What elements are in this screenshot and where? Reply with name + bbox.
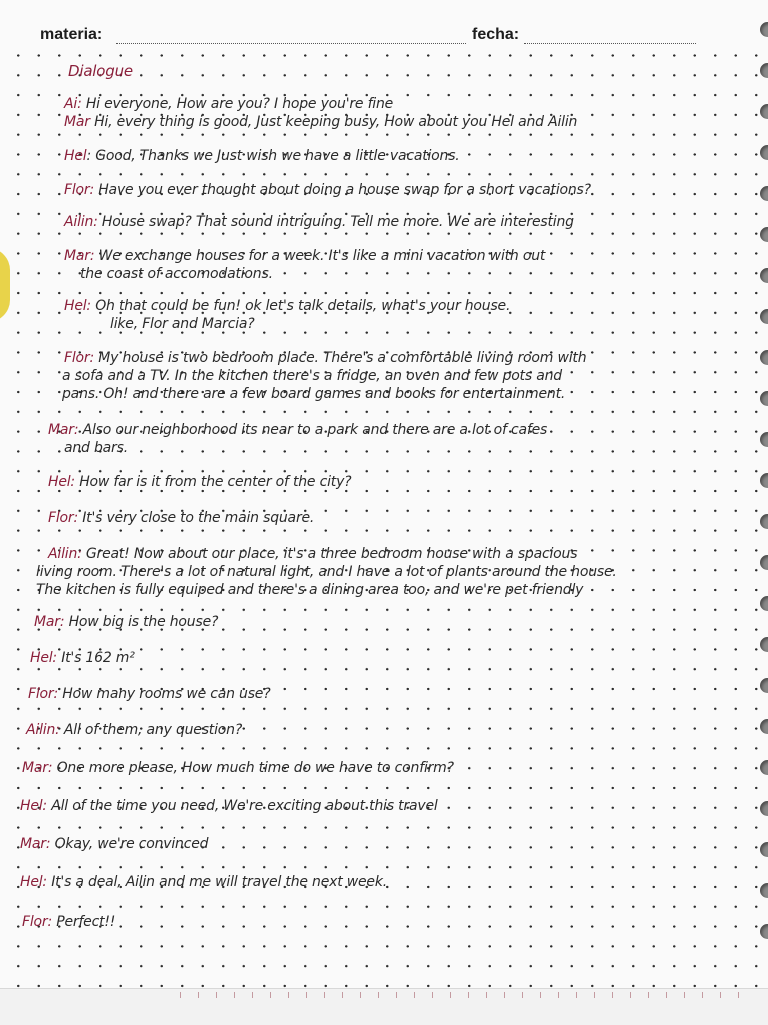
line-text: Okay, we're convinced (50, 836, 209, 852)
dialogue-line (64, 96, 393, 112)
line-text: Great! Now about our place, it's a three bedroom house with a spacious (81, 546, 578, 562)
binding-ring (760, 104, 768, 119)
speaker-tag: Flor: (48, 510, 78, 526)
speaker-tag: Flor: (64, 350, 94, 366)
line-text: the coast of accomodations. (80, 266, 273, 282)
binding-ring (760, 186, 768, 201)
binding-ring (760, 22, 768, 37)
line-text: a sofa and a TV. In the kitchen there's a fridge, an oven and few pots and (62, 368, 562, 384)
speaker-tag: Mar (64, 114, 90, 130)
line-text: One more please, How much time do we have to confirm? (52, 760, 454, 776)
dialogue-line (22, 914, 115, 930)
binding-ring (760, 391, 768, 406)
speaker-tag: Ailin: (64, 214, 98, 230)
binding-ring (760, 63, 768, 78)
binding-ring (760, 350, 768, 365)
speaker-tag: Ailin: (48, 546, 82, 562)
speaker-tag: Mar: (34, 614, 65, 630)
dialogue-line (34, 614, 218, 630)
binding-ring (760, 473, 768, 488)
line-text: How big is the house? (64, 614, 219, 630)
speaker-tag: Ai: (64, 96, 82, 112)
binding-ring (760, 883, 768, 898)
line-text: pans. Oh! and there are a few board games and books for entertainment. (62, 386, 566, 402)
speaker-tag: Hel: (20, 874, 47, 890)
line-text: We exchange houses for a week. It's like a mini vacation with out (94, 248, 546, 264)
line-text: living room. There's a lot of natural light, and I have a lot of plants around the house. (36, 564, 617, 580)
binding-ring (760, 145, 768, 160)
page-header (0, 0, 768, 52)
dialogue-line (62, 386, 565, 402)
binding-ring (760, 842, 768, 857)
speaker-tag: Mar: (20, 836, 51, 852)
dialogue-line (22, 760, 454, 776)
speaker-tag: Hel (64, 148, 87, 164)
speaker-tag: Hel: (20, 798, 47, 814)
line-text: : Good, Thanks we Just wish we have a little vacations. (86, 148, 460, 164)
binding-ring (760, 309, 768, 324)
line-text: It's 162 m² (56, 650, 135, 666)
speaker-tag: Mar: (64, 248, 95, 264)
dialogue-line (30, 650, 135, 666)
dialogue-line (64, 182, 591, 198)
speaker-tag: Hel: (30, 650, 57, 666)
dialogue-line (36, 582, 583, 598)
speaker-tag: Flor: (64, 182, 94, 198)
binding-ring (760, 268, 768, 283)
binding-ring (760, 596, 768, 611)
dialogue-line (64, 298, 510, 314)
binding-ring (760, 432, 768, 447)
speaker-tag: Mar: (48, 422, 79, 438)
dialogue-line (20, 874, 387, 890)
line-text: How far is it from the center of the city? (74, 474, 352, 490)
line-text: like, Flor and Marcia? (110, 316, 255, 332)
dialogue-line (64, 114, 577, 130)
line-text: It's a deal, Ailin and me will travel the next week. (46, 874, 387, 890)
dialogue-line (36, 564, 617, 580)
dialogue-line (28, 686, 270, 702)
line-text: House swap? That sound intriguing. Tell me more. We are interesting (97, 214, 574, 230)
binding-ring (760, 760, 768, 775)
dialogue-line (20, 798, 438, 814)
dialogue-line (48, 510, 314, 526)
line-text: My house is two bedroom place. There's a comfortable living room with (93, 350, 587, 366)
binding-ring (760, 637, 768, 652)
line-text: Oh that could be fun! ok let's talk details, what's your house. (90, 298, 511, 314)
dialogue-line (64, 350, 586, 366)
dialogue-line (48, 422, 547, 438)
yellow-tab (0, 248, 10, 322)
speaker-tag: Mar: (22, 760, 53, 776)
line-text: The kitchen is fully equiped and there's a dining area too, and we're pet friendly (36, 582, 584, 598)
line-text: Hi everyone, How are you? I hope you're fine (81, 96, 394, 112)
dialogue-line (64, 440, 128, 456)
dialogue-line (26, 722, 242, 738)
dialogue-line (64, 148, 460, 164)
line-text: Hi, every thing is good, Just keeping busy, How about you Hel and Ailin (89, 114, 578, 130)
dialogue-line (48, 546, 577, 562)
binding-ring (760, 801, 768, 816)
binding-ring (760, 227, 768, 242)
line-text: Also our neighborhood its near to a park and there are a lot of cafes (78, 422, 548, 438)
line-text: It's very close to the main square. (77, 510, 315, 526)
speaker-tag: Hel: (64, 298, 91, 314)
line-text: How many rooms we can use? (57, 686, 271, 702)
speaker-tag: Flor: (22, 914, 52, 930)
line-text: and bars. (64, 440, 128, 456)
page-bottom-ticks (180, 992, 740, 998)
dialogue-line (110, 316, 255, 332)
line-text: Perfect!! (51, 914, 116, 930)
date-label: fecha: (472, 26, 520, 43)
speaker-tag: Hel: (48, 474, 75, 490)
binding-ring (760, 719, 768, 734)
dialogue-line (62, 368, 562, 384)
date-line (524, 43, 696, 44)
speaker-tag: Flor: (28, 686, 58, 702)
line-text: All of them, any question? (59, 722, 243, 738)
dialogue-line (48, 474, 351, 490)
dialogue-line (80, 266, 273, 282)
dialogue-title: Dialogue (68, 62, 133, 80)
binding-ring (760, 924, 768, 939)
dialogue-line (64, 248, 545, 264)
line-text: All of the time you need, We're exciting about this travel (46, 798, 438, 814)
binding-ring (760, 514, 768, 529)
line-text: Have you ever thought about doing a house swap for a short vacations? (93, 182, 591, 198)
subject-line (116, 43, 466, 44)
speaker-tag: Ailin: (26, 722, 60, 738)
binding-ring (760, 678, 768, 693)
subject-label: materia: (40, 26, 103, 43)
dialogue-line (20, 836, 208, 852)
dialogue-line (64, 214, 574, 230)
binding-ring (760, 555, 768, 570)
